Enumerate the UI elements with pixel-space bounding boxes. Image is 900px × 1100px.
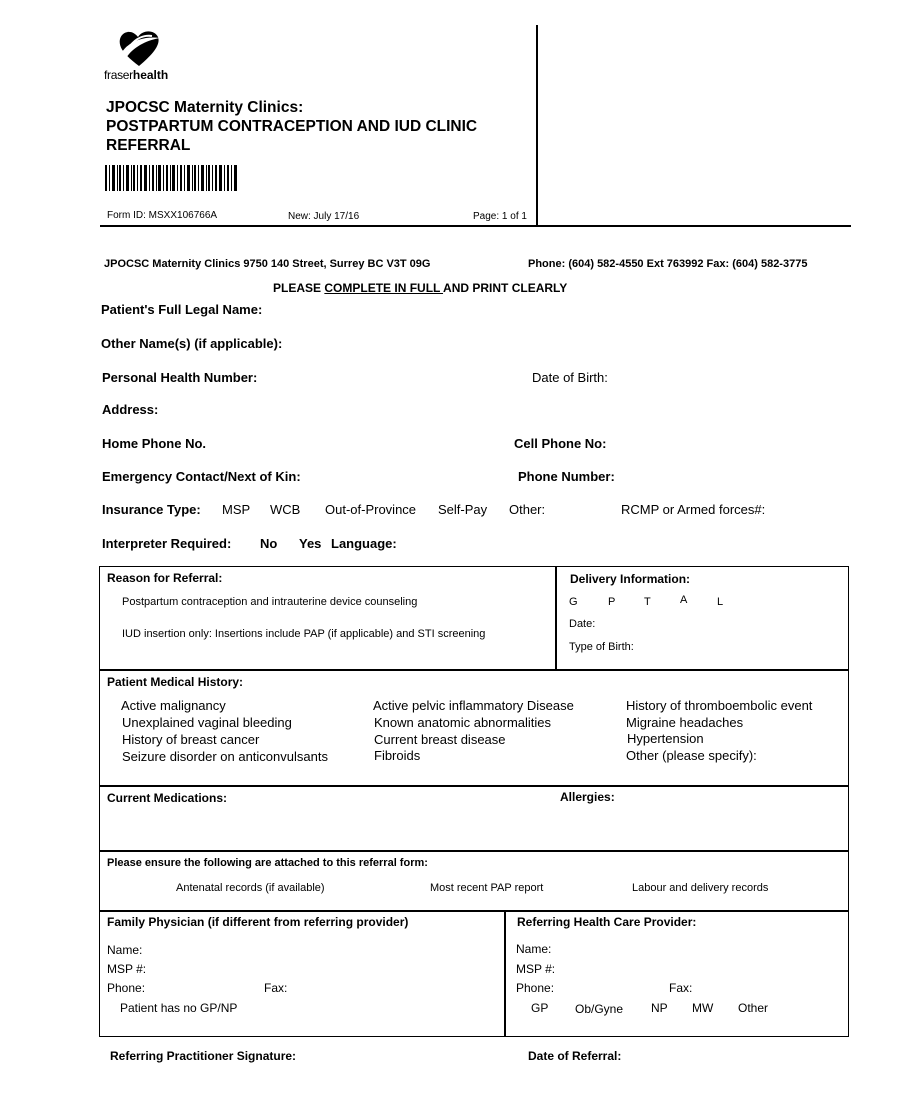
- delivery-a-label: A: [680, 594, 688, 606]
- insurance-type-label: Insurance Type:: [102, 502, 201, 517]
- date-of-referral-label: Date of Referral:: [528, 1049, 622, 1063]
- interpreter-yes-option[interactable]: Yes: [299, 536, 322, 551]
- header-bottom-rule: [100, 225, 851, 227]
- attachments-title: Please ensure the following are attached to this referral form:: [107, 857, 428, 869]
- form-title-line1: JPOCSC Maternity Clinics:: [106, 99, 304, 116]
- current-medications-label: Current Medications:: [107, 791, 228, 805]
- family-physician-msp-label: MSP #:: [107, 962, 147, 976]
- family-physician-fax-label: Fax:: [264, 981, 288, 995]
- fraserhealth-logo: [104, 28, 174, 84]
- home-phone-label: Home Phone No.: [102, 436, 207, 451]
- allergies-label: Allergies:: [560, 790, 615, 804]
- provider-type-mw[interactable]: MW: [692, 1001, 714, 1015]
- interpreter-no-option[interactable]: No: [260, 536, 278, 551]
- emergency-contact-label: Emergency Contact/Next of Kin:: [102, 469, 301, 484]
- reason-for-referral-title: Reason for Referral:: [107, 571, 223, 585]
- rcmp-label: RCMP or Armed forces#:: [621, 502, 766, 517]
- logo-text-fraser: fraser: [104, 68, 133, 82]
- form-title-line3: REFERRAL: [106, 137, 191, 154]
- history-item-fibroids[interactable]: Fibroids: [374, 748, 421, 763]
- instruction-part2: COMPLETE IN FULL: [324, 281, 444, 295]
- physician-provider-box: [99, 910, 849, 1037]
- provider-type-obgyne[interactable]: Ob/Gyne: [575, 1002, 624, 1016]
- referring-provider-title: Referring Health Care Provider:: [517, 915, 697, 929]
- physician-provider-divider: [504, 910, 506, 1036]
- family-physician-name-label: Name:: [107, 943, 143, 957]
- delivery-p-label: P: [608, 596, 616, 608]
- instruction-part1: PLEASE: [273, 281, 325, 295]
- history-item-current-breast-disease[interactable]: Current breast disease: [374, 732, 506, 747]
- provider-type-gp[interactable]: GP: [531, 1001, 549, 1015]
- other-names-label: Other Name(s) (if applicable):: [101, 336, 283, 351]
- referral-delivery-divider: [555, 566, 557, 670]
- provider-type-other[interactable]: Other: [738, 1001, 769, 1015]
- instruction-part3: AND PRINT CLEARLY: [443, 281, 568, 295]
- insurance-option-msp[interactable]: MSP: [222, 502, 251, 517]
- logo-text-health: health: [132, 68, 169, 82]
- referral-option-counseling[interactable]: Postpartum contraception and intrauterine device counseling: [122, 596, 418, 608]
- history-item-anatomic-abnormalities[interactable]: Known anatomic abnormalities: [374, 715, 552, 730]
- print-instruction: [273, 281, 567, 295]
- delivery-l-label: L: [717, 596, 724, 608]
- form-id: Form ID: MSXX106766A: [107, 210, 218, 221]
- delivery-information-title: Delivery Information:: [570, 572, 691, 586]
- form-title: [106, 98, 477, 155]
- dob-label: Date of Birth:: [532, 370, 608, 385]
- history-item-breast-cancer[interactable]: History of breast cancer: [122, 732, 260, 747]
- medical-history-title: Patient Medical History:: [107, 675, 244, 689]
- insurance-option-wcb[interactable]: WCB: [270, 502, 301, 517]
- history-item-seizure-disorder[interactable]: Seizure disorder on anticonvulsants: [122, 749, 328, 764]
- attachment-labour-delivery[interactable]: Labour and delivery records: [632, 882, 769, 894]
- form-title-line2: POSTPARTUM CONTRACEPTION AND IUD CLINIC: [106, 118, 478, 135]
- referring-provider-phone-label: Phone:: [516, 981, 555, 995]
- cell-phone-label: Cell Phone No:: [514, 436, 607, 451]
- no-gp-np-option[interactable]: Patient has no GP/NP: [120, 1001, 238, 1015]
- family-physician-title: Family Physician (if different from referring provider): [107, 915, 409, 929]
- clinic-contact: Phone: (604) 582-4550 Ext 763992 Fax: (604) 582-3775: [528, 258, 808, 270]
- provider-type-np[interactable]: NP: [651, 1001, 668, 1015]
- history-item-active-malignancy[interactable]: Active malignancy: [121, 698, 226, 713]
- delivery-t-label: T: [644, 596, 651, 608]
- attachment-antenatal-records[interactable]: Antenatal records (if available): [176, 882, 325, 894]
- history-item-migraine[interactable]: Migraine headaches: [626, 715, 744, 730]
- emergency-phone-label: Phone Number:: [518, 469, 615, 484]
- delivery-date-label: Date:: [569, 618, 596, 630]
- address-label: Address:: [102, 402, 159, 417]
- phn-label: Personal Health Number:: [102, 370, 258, 385]
- referring-provider-name-label: Name:: [516, 942, 552, 956]
- family-physician-phone-label: Phone:: [107, 981, 146, 995]
- history-item-other[interactable]: Other (please specify):: [626, 748, 757, 763]
- referral-option-iud-insertion[interactable]: IUD insertion only: Insertions include PAP (if applicable) and STI screening: [122, 628, 486, 640]
- form-new-date: New: July 17/16: [288, 211, 360, 222]
- barcode: [105, 165, 238, 191]
- patient-full-name-label: Patient's Full Legal Name:: [101, 302, 263, 317]
- referring-provider-fax-label: Fax:: [669, 981, 693, 995]
- insurance-option-self-pay[interactable]: Self-Pay: [438, 502, 488, 517]
- signature-label: Referring Practitioner Signature:: [110, 1049, 297, 1063]
- history-item-unexplained-bleeding[interactable]: Unexplained vaginal bleeding: [122, 715, 292, 730]
- interpreter-label: Interpreter Required:: [102, 536, 232, 551]
- insurance-option-other[interactable]: Other:: [509, 502, 546, 517]
- insurance-option-out-of-province[interactable]: Out-of-Province: [325, 502, 417, 517]
- delivery-g-label: G: [569, 596, 578, 608]
- history-item-thromboembolic[interactable]: History of thromboembolic event: [626, 698, 813, 713]
- delivery-type-of-birth-label: Type of Birth:: [569, 641, 634, 653]
- attachment-pap-report[interactable]: Most recent PAP report: [430, 882, 544, 894]
- language-label: Language:: [331, 536, 397, 551]
- history-item-pelvic-inflammatory[interactable]: Active pelvic inflammatory Disease: [373, 698, 574, 713]
- clinic-address: JPOCSC Maternity Clinics 9750 140 Street, Surrey BC V3T 09G: [104, 258, 431, 270]
- referring-provider-msp-label: MSP #:: [516, 962, 556, 976]
- heart-logo-icon: [116, 28, 162, 68]
- header-vertical-divider: [536, 25, 538, 227]
- form-page-number: Page: 1 of 1: [473, 211, 527, 222]
- history-item-hypertension[interactable]: Hypertension: [627, 731, 704, 746]
